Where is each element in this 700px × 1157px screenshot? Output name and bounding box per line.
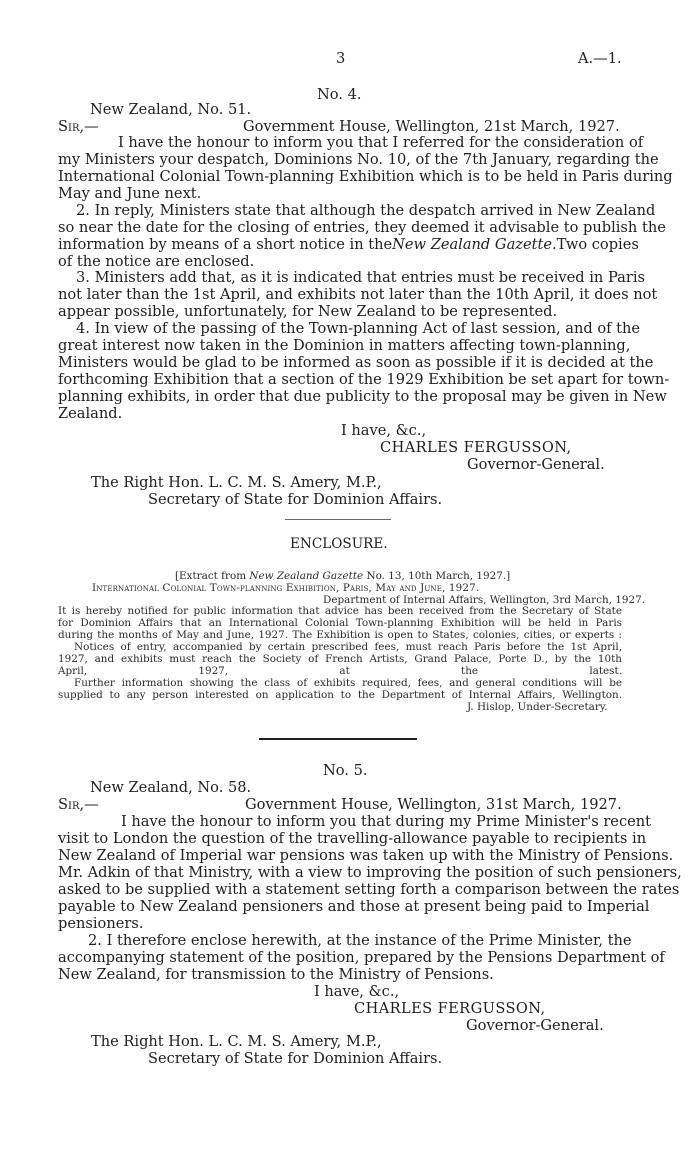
enclosure-line: It is hereby notified for public information that advice has been received from the Secretary of State (58, 605, 622, 617)
body-line: not later than the 1st April, and exhibits not later than the 10th April, it does not (58, 286, 658, 303)
body-text: information by means of a short notice in the (58, 236, 393, 253)
closing: I have, &c., (314, 983, 400, 1000)
dept-line: Department of Internal Affairs, Wellington, 3rd March, 1927. (323, 594, 645, 606)
body-line: forthcoming Exhibition that a section of the 1929 Exhibition be set apart for town- (58, 371, 670, 388)
enclosure-line: supplied to any person interested on application to the Department of Internal Affairs, Wellington. (58, 689, 622, 701)
document-number: No. 5. (323, 762, 368, 779)
addressee: The Right Hon. L. C. M. S. Amery, M.P., (91, 1033, 382, 1050)
addressee-title: Secretary of State for Dominion Affairs. (148, 1050, 443, 1067)
body-line (58, 236, 639, 253)
addressee: The Right Hon. L. C. M. S. Amery, M.P., (91, 474, 382, 491)
enclosure-line: during the months of May and June, 1927. The Exhibition is open to States, colonies, cities, or experts : (58, 629, 622, 641)
section-divider (285, 519, 391, 520)
paper-reference: A.—1. (578, 50, 622, 67)
enclosure-line: Notices of entry, accompanied by certain prescribed fees, must reach Paris before the 1st April, (74, 641, 622, 653)
body-line: planning exhibits, in order that due publicity to the proposal may be given in New (58, 388, 667, 405)
body-line: of the notice are enclosed. (58, 253, 255, 270)
extract-note (175, 570, 510, 582)
body-line: International Colonial Town-planning Exhibition which is to be held in Paris during (58, 168, 673, 185)
despatch-reference: New Zealand, No. 58. (90, 779, 252, 796)
body-line: pensioners. (58, 915, 144, 932)
body-line: accompanying statement of the position, prepared by the Pensions Department of (58, 949, 665, 966)
document-number: No. 4. (317, 86, 362, 103)
body-line: New Zealand of Imperial war pensions was taken up with the Ministry of Pensions. (58, 847, 674, 864)
place-date: Government House, Wellington, 21st March, 1927. (243, 118, 620, 135)
enclosure-line: Further information showing the class of exhibits required, fees, and general conditions will be (74, 677, 622, 689)
body-line: visit to London the question of the travelling-allowance payable to recipients in (58, 830, 647, 847)
extract-open: [Extract from (175, 570, 247, 582)
enclosure-line: April, 1927, at the latest. (58, 665, 622, 677)
body-line: I have the honour to inform you that I referred for the consideration of (118, 134, 644, 151)
body-line: New Zealand, for transmission to the Ministry of Pensions. (58, 966, 494, 983)
enclosure-subject: International Colonial Town-planning Exhibition, Paris, May and June, 1927. (92, 582, 480, 594)
body-line: 2. I therefore enclose herewith, at the instance of the Prime Minister, the (88, 932, 632, 949)
enclosure-line: for Dominion Affairs that an International Colonial Town-planning Exhibition will be held in Paris (58, 617, 622, 629)
body-line: 4. In view of the passing of the Town-planning Act of last session, and of the (76, 320, 641, 337)
body-line: 2. In reply, Ministers state that although the despatch arrived in New Zealand (76, 202, 656, 219)
body-line: great interest now taken in the Dominion in matters affecting town-planning, (58, 337, 631, 354)
body-line: 3. Ministers add that, as it is indicated that entries must be received in Paris (76, 269, 645, 286)
gazette-title: New Zealand Gazette (249, 570, 364, 582)
despatch-reference: New Zealand, No. 51. (90, 101, 252, 118)
body-text: Two copies (556, 236, 639, 253)
gazette-title: New Zealand Gazette. (392, 236, 557, 253)
body-line: May and June next. (58, 185, 202, 202)
salutation: Sir,— (58, 796, 99, 813)
place-date: Government House, Wellington, 31st March, 1927. (245, 796, 622, 813)
salutation: Sir,— (58, 118, 99, 135)
signatory-title: Governor-General. (466, 1017, 604, 1034)
enclosure-signature: J. Hislop, Under-Secretary. (467, 701, 608, 713)
section-divider-bold (259, 738, 417, 740)
body-line: I have the honour to inform you that during my Prime Minister's recent (121, 813, 652, 830)
extract-rest: No. 13, 10th March, 1927.] (366, 570, 511, 582)
body-line: Ministers would be glad to be informed as soon as possible if it is decided at the (58, 354, 654, 371)
body-line: so near the date for the closing of entries, they deemed it advisable to publish the (58, 219, 666, 236)
body-line: asked to be supplied with a statement setting forth a comparison between the rates (58, 881, 680, 898)
body-line: my Ministers your despatch, Dominions No. 10, of the 7th January, regarding the (58, 151, 659, 168)
enclosure-heading: ENCLOSURE. (290, 536, 388, 552)
body-line: Mr. Adkin of that Ministry, with a view to improving the position of such pensioners, (58, 864, 682, 881)
closing: I have, &c., (341, 422, 427, 439)
enclosure-line: 1927, and exhibits must reach the Society of French Artists, Grand Palace, Porte D., by the 10th (58, 653, 622, 665)
signatory: CHARLES FERGUSSON, (380, 439, 572, 456)
addressee-title: Secretary of State for Dominion Affairs. (148, 491, 443, 508)
body-line: Zealand. (58, 405, 123, 422)
signatory-title: Governor-General. (467, 456, 605, 473)
body-line: appear possible, unfortunately, for New Zealand to be represented. (58, 303, 558, 320)
body-line: payable to New Zealand pensioners and those at present being paid to Imperial (58, 898, 650, 915)
page-number: 3 (336, 50, 346, 67)
signatory: CHARLES FERGUSSON, (354, 1000, 546, 1017)
